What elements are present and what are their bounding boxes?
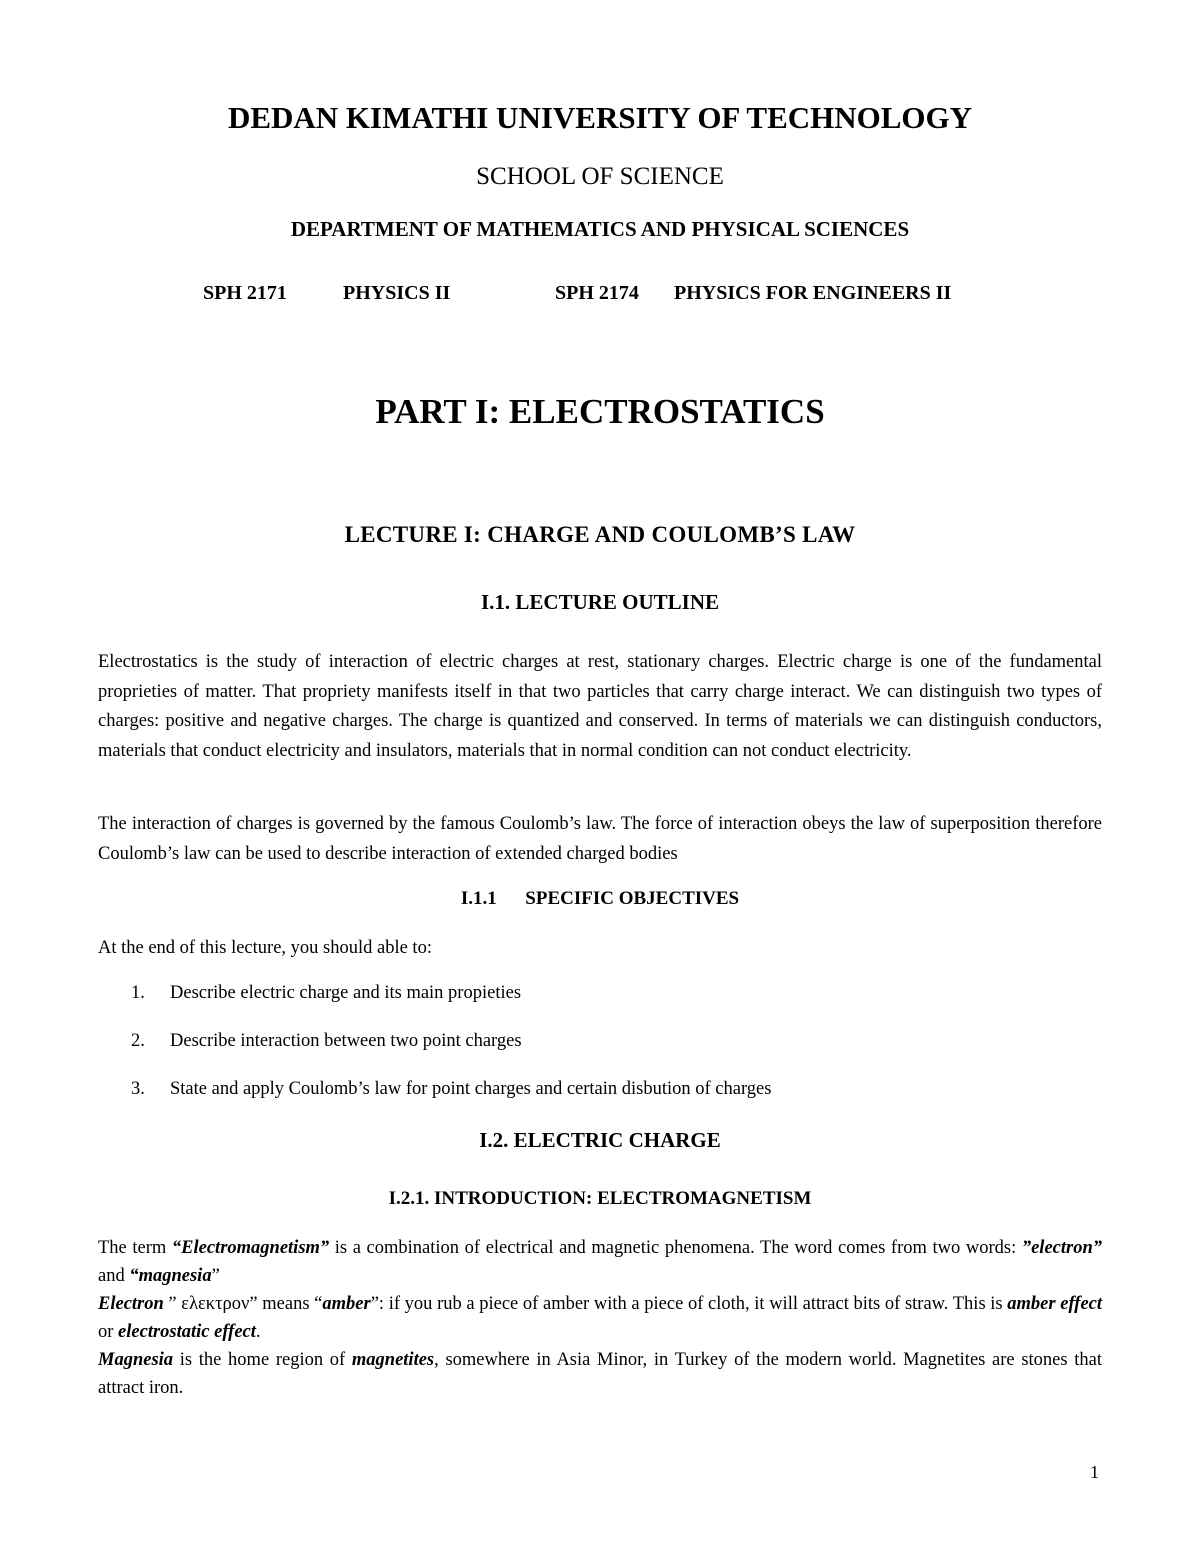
term-magnetites: magnetites xyxy=(351,1350,435,1370)
course2-name: PHYSICS FOR ENGINEERS II xyxy=(674,282,952,304)
school-title: SCHOOL OF SCIENCE xyxy=(476,163,724,190)
objective-number: 3. xyxy=(131,1079,145,1099)
outline-paragraph-1: Electrostatics is the study of interaction of electric charges at rest, stationary charges. Electric charge is one of the fundamental proprieties of matter. That propriety manifests itself in that two particles that carry charge interact. We can distinguish two types of charges: positive and negative charges. The charge is quantized and conserved. In terms of materials we can distinguish conductors, materials that conduct electricity and insulators, materials that in normal condition can not conduct electricity. xyxy=(98,652,1102,761)
course1-name: PHYSICS II xyxy=(343,282,451,304)
department-title: DEPARTMENT OF MATHEMATICS AND PHYSICAL SCIENCES xyxy=(290,217,910,241)
course1-code: SPH 2171 xyxy=(203,282,287,304)
intro-sentence-2 xyxy=(98,1290,1102,1346)
section-heading-electric-charge: I.2. ELECTRIC CHARGE xyxy=(479,1128,721,1152)
objective-text: Describe interaction between two point charges xyxy=(170,1031,522,1051)
term-electron: ”electron” xyxy=(1021,1238,1102,1258)
text-run: is a combination of electrical and magnetic phenomena. The word comes from two words: xyxy=(329,1238,1022,1258)
course2-code: SPH 2174 xyxy=(555,282,639,304)
term-electromagnetism: “Electromagnetism” xyxy=(171,1238,330,1258)
text-run: ” xyxy=(211,1266,220,1286)
term-amber: amber xyxy=(322,1294,371,1314)
page-number: 1 xyxy=(1090,1462,1099,1482)
text-run: ”: if you rub a piece of amber with a piece of cloth, it will attract bits of straw. This is xyxy=(370,1294,1008,1314)
objective-text: State and apply Coulomb’s law for point charges and certain disbution of charges xyxy=(170,1079,772,1099)
text-run: . xyxy=(255,1322,261,1342)
subsection-heading-electromagnetism: I.2.1. INTRODUCTION: ELECTROMAGNETISM xyxy=(388,1188,812,1209)
term-magnesia: “magnesia xyxy=(129,1266,212,1286)
term-magnesia-bold: Magnesia xyxy=(98,1350,174,1370)
text-run: , somewhere in Asia Minor, in Turkey of the modern world. Magnetites are stones that attract iron. xyxy=(98,1350,1102,1398)
text-run: or xyxy=(98,1322,119,1342)
term-amber-effect: amber effect xyxy=(1007,1294,1103,1314)
objective-number: 2. xyxy=(131,1031,145,1051)
section-heading-outline: I.1. LECTURE OUTLINE xyxy=(480,590,720,614)
electromagnetism-intro xyxy=(98,1234,1102,1402)
objective-text: Describe electric charge and its main propieties xyxy=(170,983,522,1003)
objectives-intro: At the end of this lecture, you should able to: xyxy=(98,938,432,958)
part-title: PART I: ELECTROSTATICS xyxy=(375,392,825,431)
section-heading-objectives: I.1.1 SPECIFIC OBJECTIVES xyxy=(460,888,740,909)
text-run: The term xyxy=(98,1238,172,1258)
university-title: DEDAN KIMATHI UNIVERSITY OF TECHNOLOGY xyxy=(227,100,973,135)
text-run: is the home region of xyxy=(173,1350,352,1370)
outline-paragraph-2: The interaction of charges is governed by the famous Coulomb’s law. The force of interaction obeys the law of superposition therefore Coulomb’s law can be used to describe interaction of extended charged bodies xyxy=(98,814,1102,864)
text-run: and xyxy=(98,1266,130,1286)
text-run: ” ελεκτρον” means “ xyxy=(163,1294,323,1314)
intro-sentence-1 xyxy=(98,1234,1102,1290)
lecture-title: LECTURE I: CHARGE AND COULOMB’S LAW xyxy=(344,522,856,547)
objective-number: 1. xyxy=(131,983,145,1003)
term-electrostatic-effect: electrostatic effect xyxy=(118,1322,256,1342)
term-electron-bold: Electron xyxy=(98,1294,164,1314)
intro-sentence-3 xyxy=(98,1346,1102,1402)
